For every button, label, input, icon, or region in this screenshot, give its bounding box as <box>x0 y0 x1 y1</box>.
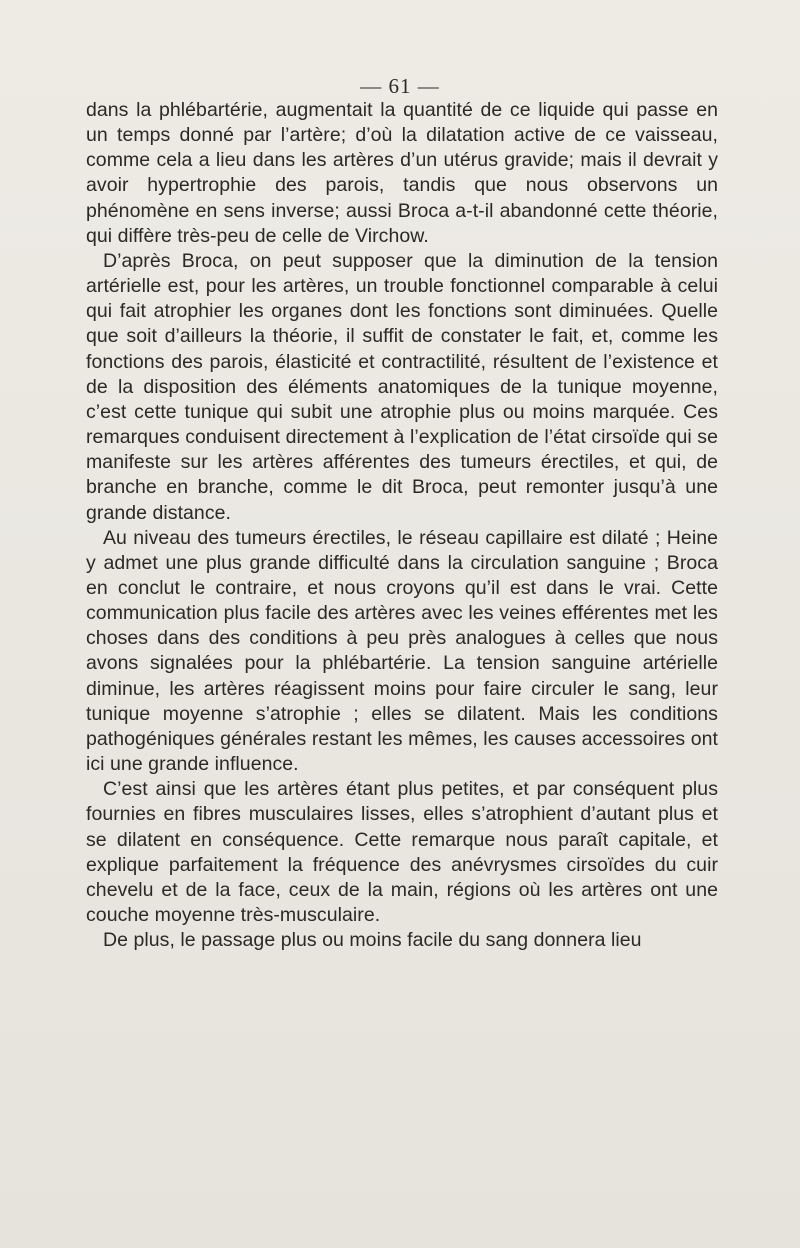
body-text <box>86 98 718 953</box>
paragraph-3: Au niveau des tumeurs érectiles, le réseau capillaire est dilaté ; Heine y admet une plus grande difficulté dans la circulation sanguine ; Broca en conclut le contraire, et nous croyons qu’il est dans le vrai. Cette communication plus facile des artères avec les veines efférentes met les choses dans des conditions à peu près analogues à celles que nous avons signalées pour la phlébartérie. La tension sanguine artérielle diminue, les artères réagissent moins pour faire circuler le sang, leur tunique moyenne s’atrophie ; elles se dilatent. Mais les conditions pathogéniques générales restant les mêmes, les causes accessoires ont ici une grande influence. <box>86 526 718 776</box>
paragraph-2: D’après Broca, on peut supposer que la diminution de la tension artérielle est, pour les artères, un trouble fonctionnel comparable à celui qui fait atrophier les organes dont les fonctions sont diminuées. Quelle que soit d’ailleurs la théorie, il suffit de constater le fait, et, comme les fonctions des parois, élasticité et contractilité, résultent de l’existence et de la disposition des éléments anatomiques de la tunique moyenne, c’est cette tunique qui subit une atrophie plus ou moins marquée. Ces remarques conduisent directement à l’explication de l’état cirsoïde qui se manifeste sur les artères afférentes des tumeurs érectiles, et qui, de branche en branche, comme le dit Broca, peut remonter jusqu’à une grande distance. <box>86 249 718 524</box>
page-number: — 61 — <box>360 74 440 98</box>
paragraph-4: C’est ainsi que les artères étant plus petites, et par conséquent plus fournies en fibres musculaires lisses, elles s’atrophient d’autant plus et se dilatent en conséquence. Cette remarque nous paraît capitale, et explique parfaitement la fréquence des anévrysmes cirsoïdes du cuir chevelu et de la face, ceux de la main, régions où les artères ont une couche moyenne très-musculaire. <box>86 778 718 926</box>
paragraph-1: dans la phlébartérie, augmentait la quantité de ce liquide qui passe en un temps donné par l’artère; d’où la dilatation active de ce vaisseau, comme cela a lieu dans les artères d’un utérus gravide; mais il devrait y avoir hypertrophie des parois, tandis que nous observons un phénomène en sens inverse; aussi Broca a-t-il abandonné cette théorie, qui diffère très-peu de celle de Virchow. <box>86 99 718 247</box>
paragraph-5: De plus, le passage plus ou moins facile du sang donnera lieu <box>103 929 642 952</box>
